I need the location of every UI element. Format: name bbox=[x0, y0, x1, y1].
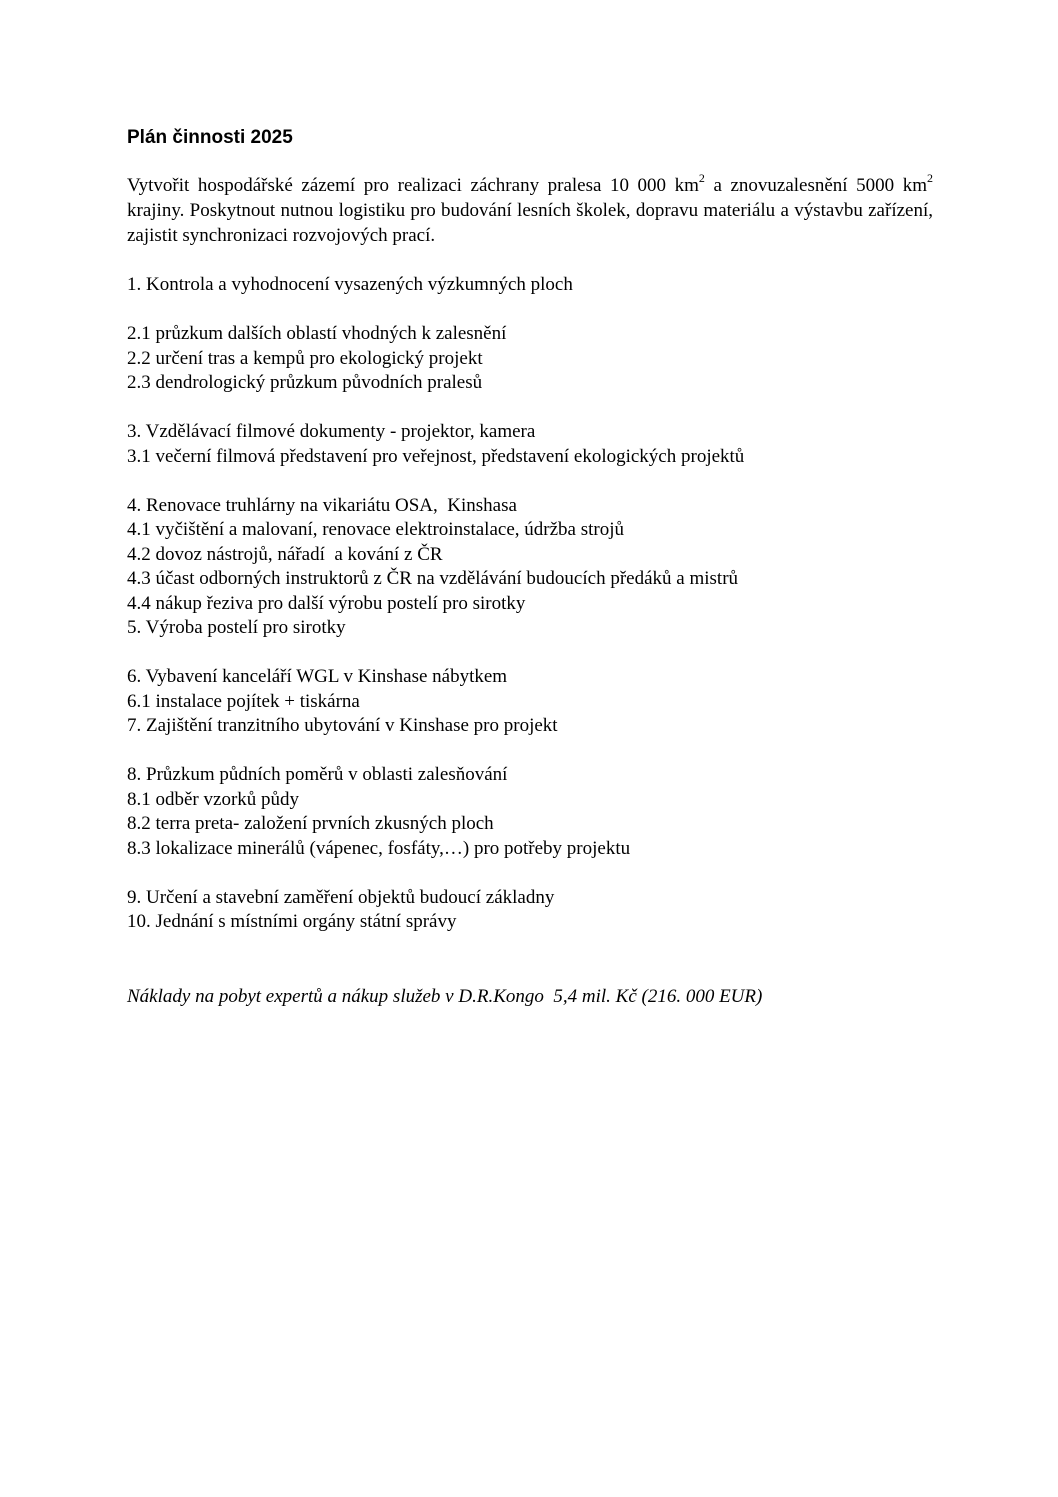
activity-group bbox=[127, 665, 947, 739]
activity-list bbox=[127, 273, 947, 959]
activity-item: 6. Vybavení kanceláří WGL v Kinshase nábytkem bbox=[127, 666, 508, 687]
activity-item: 4.1 vyčištění a malovaní, renovace elektroinstalace, údržba strojů bbox=[127, 519, 624, 540]
activity-item: 3. Vzdělávací filmové dokumenty - projektor, kamera bbox=[127, 421, 536, 442]
intro-text-1: Vytvořit hospodářské zázemí pro realizaci záchrany pralesa 10 000 km bbox=[127, 175, 699, 196]
activity-group bbox=[127, 420, 947, 469]
superscript-squared: 2 bbox=[926, 170, 933, 185]
activity-group bbox=[127, 494, 947, 641]
activity-item: 4.2 dovoz nástrojů, nářadí a kování z ČR bbox=[127, 543, 443, 565]
document-title: Plán činnosti 2025 bbox=[127, 127, 293, 148]
activity-group bbox=[127, 886, 947, 935]
activity-item: 4. Renovace truhlárny na vikariátu OSA, Kinshasa bbox=[127, 494, 517, 516]
activity-item: 1. Kontrola a vyhodnocení vysazených výzkumných ploch bbox=[127, 274, 573, 295]
activity-item: 9. Určení a stavební zaměření objektů budoucí základny bbox=[127, 886, 555, 908]
activity-item: 4.4 nákup řeziva pro další výrobu postelí pro sirotky bbox=[127, 592, 526, 614]
activity-item: 2.1 průzkum dalších oblastí vhodných k zalesnění bbox=[127, 323, 507, 344]
activity-item: 3.1 večerní filmová představení pro veřejnost, představení ekologických projektů bbox=[127, 445, 745, 467]
activity-item: 2.2 určení tras a kempů pro ekologický projekt bbox=[127, 347, 483, 369]
activity-item: 7. Zajištění tranzitního ubytování v Kinshase pro projekt bbox=[127, 715, 558, 736]
intro-text-3: krajiny. Poskytnout nutnou logistiku pro budování lesních školek, dopravu materiálu a výstavbu zařízení, zajistit synchronizaci rozvojových prací. bbox=[127, 200, 933, 246]
activity-item: 8.3 lokalizace minerálů (vápenec, fosfáty,…) pro potřeby projektu bbox=[127, 837, 631, 859]
activity-group bbox=[127, 322, 947, 396]
intro-paragraph bbox=[127, 170, 933, 248]
costs-note: Náklady na pobyt expertů a nákup služeb v D.R.Kongo 5,4 mil. Kč (216. 000 EUR) bbox=[127, 986, 763, 1007]
activity-item: 8. Průzkum půdních poměrů v oblasti zalesňování bbox=[127, 764, 508, 785]
activity-item: 10. Jednání s místními orgány státní správy bbox=[127, 911, 457, 932]
activity-item: 8.2 terra preta- založení prvních zkusných ploch bbox=[127, 813, 494, 834]
intro-text-2: a znovuzalesnění 5000 km bbox=[704, 175, 927, 196]
superscript-squared: 2 bbox=[698, 170, 705, 185]
activity-item: 2.3 dendrologický průzkum původních pralesů bbox=[127, 372, 483, 393]
activity-item: 6.1 instalace pojítek + tiskárna bbox=[127, 690, 360, 712]
activity-item: 5. Výroba postelí pro sirotky bbox=[127, 617, 346, 638]
activity-item: 4.3 účast odborných instruktorů z ČR na vzdělávání budoucích předáků a mistrů bbox=[127, 568, 739, 589]
activity-group bbox=[127, 273, 947, 298]
activity-group bbox=[127, 763, 947, 861]
activity-item: 8.1 odběr vzorků půdy bbox=[127, 788, 300, 810]
